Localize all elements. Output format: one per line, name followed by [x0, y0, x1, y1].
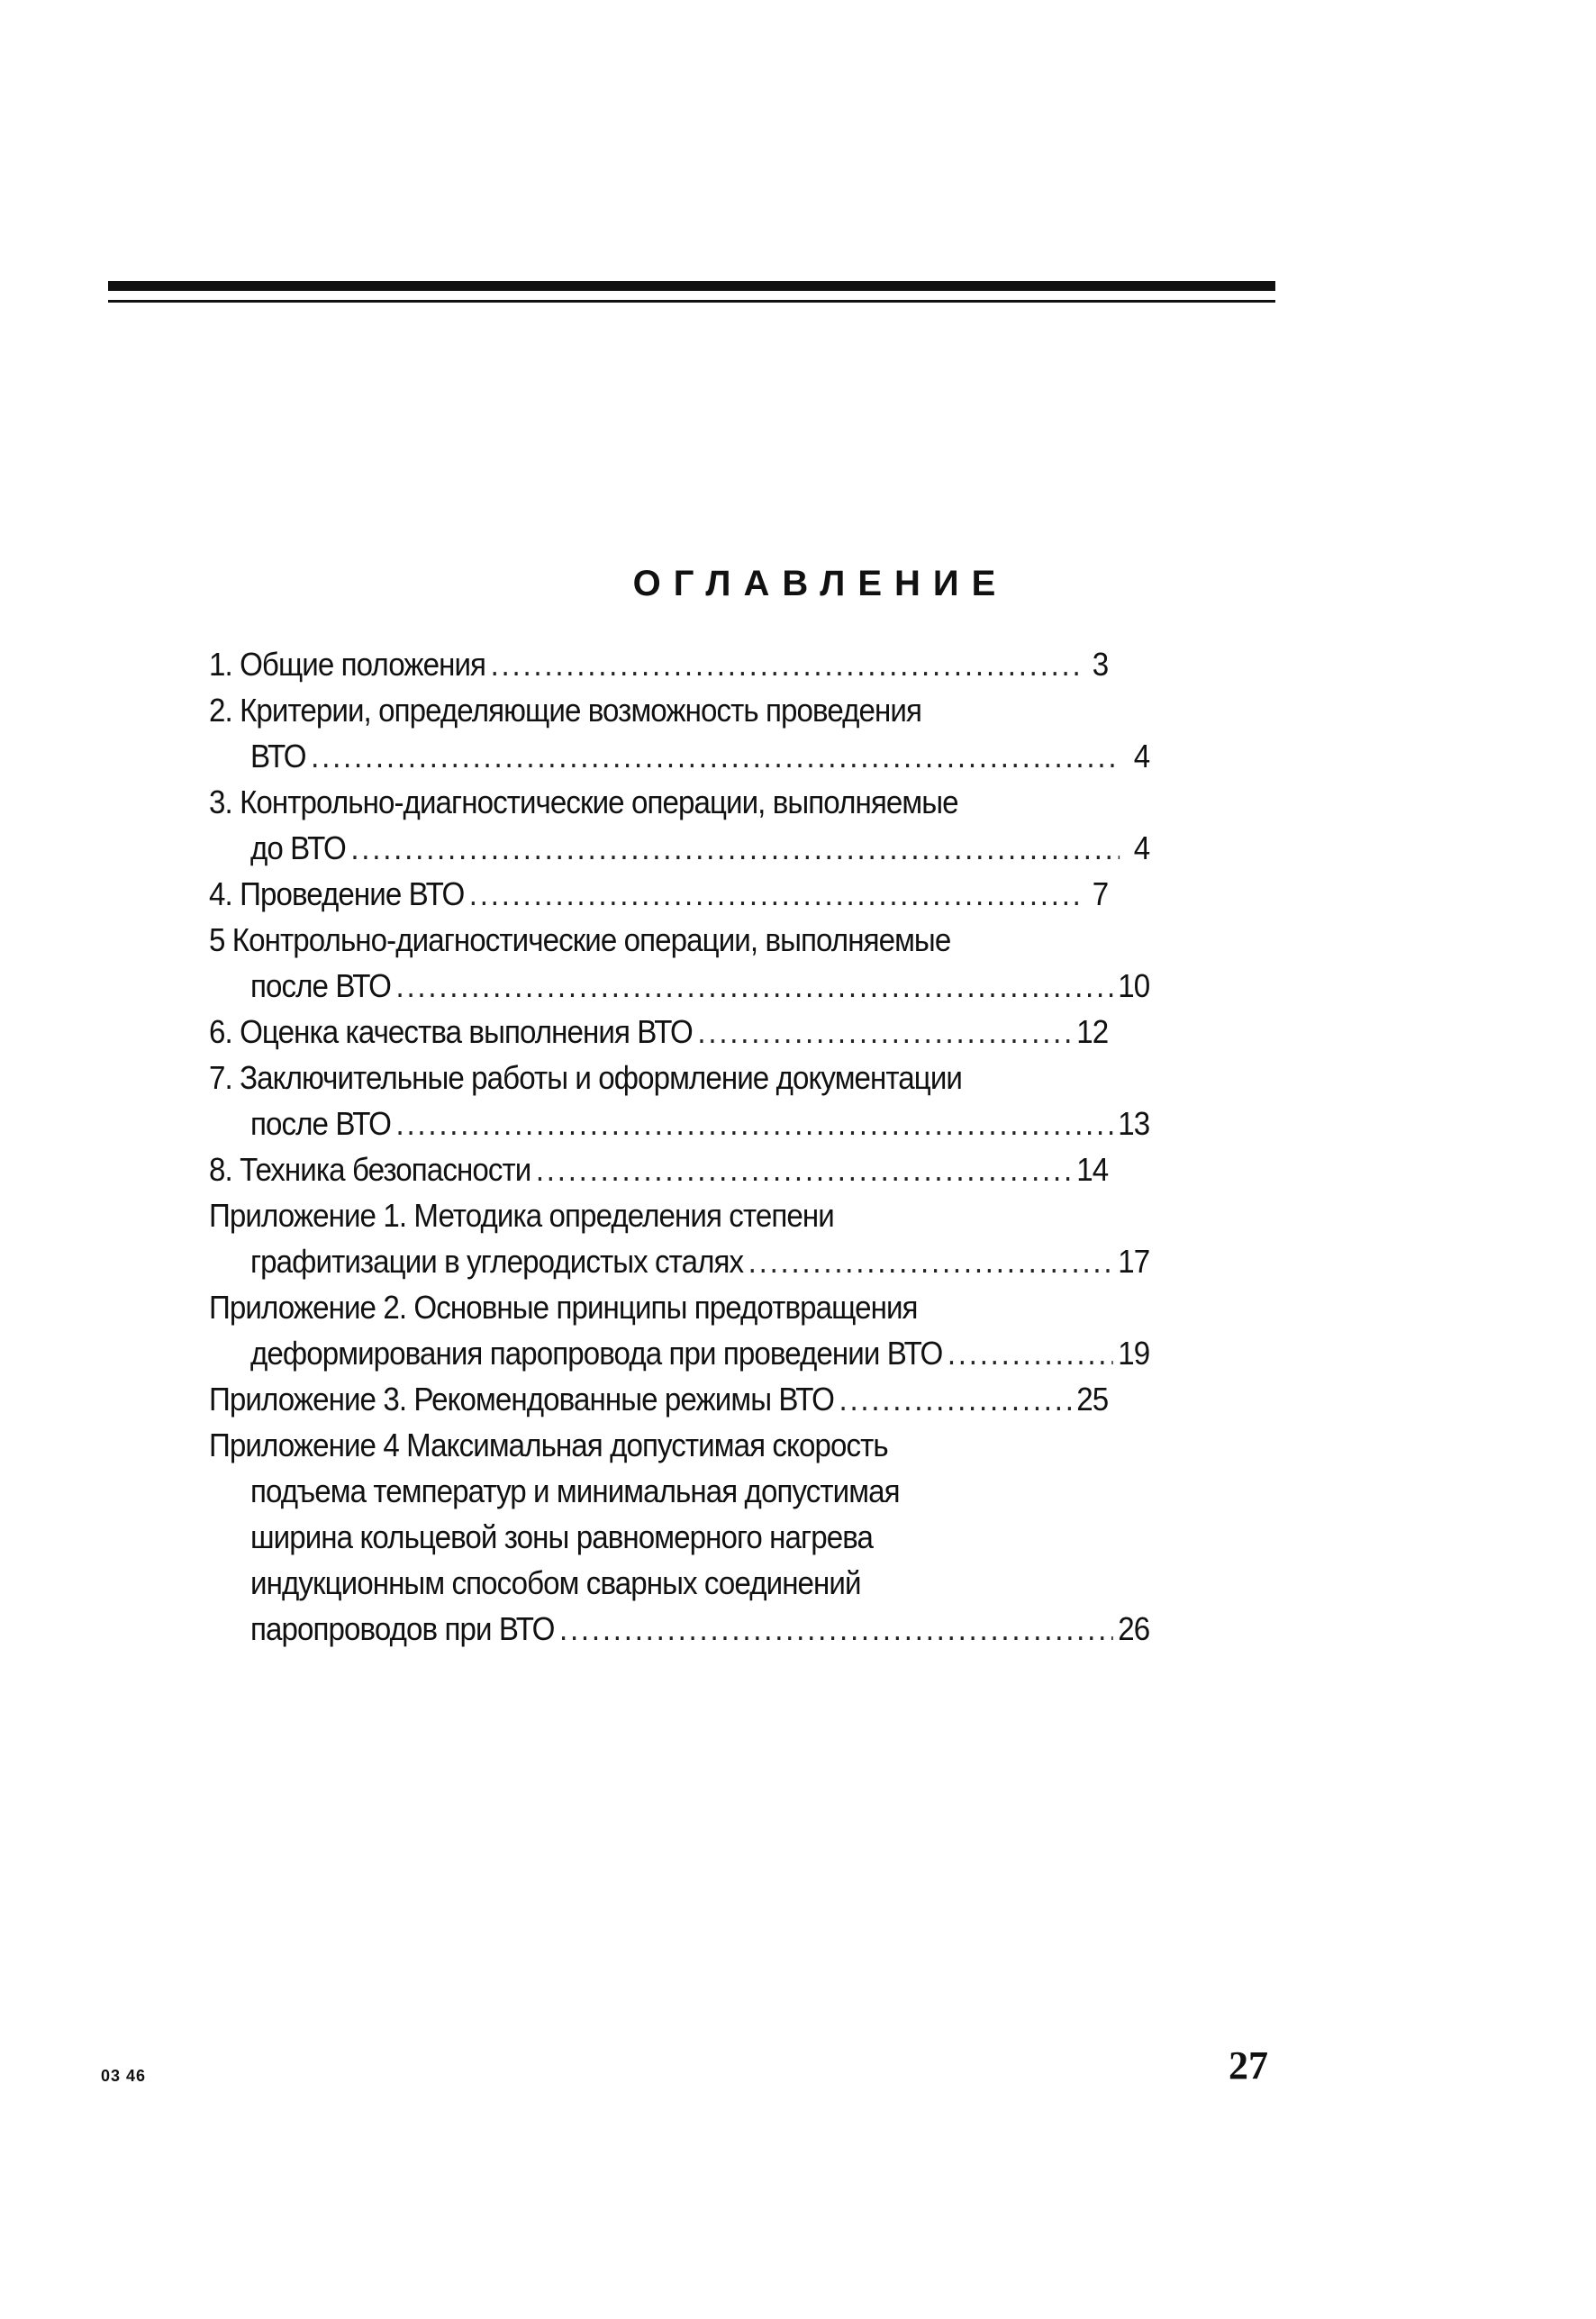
toc-entry-title: индукционным способом сварных соединений [250, 1564, 861, 1601]
header-rule-thin [108, 300, 1275, 303]
toc-entry-title: после ВТО [250, 1105, 391, 1142]
toc-entry-title: 4. Проведение ВТО [209, 875, 465, 912]
toc-entry-line [209, 1514, 1149, 1560]
toc-dot-leader [491, 641, 1079, 687]
toc-entry [209, 1192, 1150, 1284]
toc-entry-line [209, 1238, 1149, 1284]
toc-entry-page: 7 [1092, 875, 1109, 912]
toc-entry [209, 641, 1110, 687]
toc-entry-title: до ВТО [250, 829, 346, 866]
toc-entry-page: 17 [1118, 1243, 1150, 1280]
toc-entry-line [209, 871, 1108, 917]
toc-entry-line [209, 779, 1108, 825]
toc-entry-line [209, 1376, 1108, 1422]
toc-entry [209, 1422, 1150, 1652]
toc-entry-line [209, 1146, 1108, 1192]
toc-dot-leader [311, 733, 1120, 779]
toc-dot-leader [697, 1009, 1071, 1055]
toc-entry-page: 10 [1118, 967, 1150, 1004]
toc-entry-title: Приложение 2. Основные принципы предотвращения [209, 1289, 918, 1326]
toc-entry-title: Приложение 3. Рекомендованные режимы ВТО [209, 1381, 834, 1418]
toc-entry-title: 7. Заключительные работы и оформление документации [209, 1059, 963, 1096]
toc-entry-title: Приложение 1. Методика определения степени [209, 1197, 834, 1234]
toc-entry-title: ВТО [250, 738, 306, 775]
toc-entry-page: 3 [1092, 646, 1109, 683]
toc-entry [209, 1055, 1150, 1146]
toc-entry-title: 6. Оценка качества выполнения ВТО [209, 1013, 693, 1050]
toc-entry-title: паропроводов при ВТО [250, 1610, 555, 1647]
toc-entry [209, 917, 1150, 1009]
toc-entry-line [209, 1330, 1149, 1376]
toc-entry-page: 12 [1076, 1013, 1109, 1050]
toc-entry-line [209, 963, 1149, 1009]
toc-entry-title: после ВТО [250, 967, 391, 1004]
toc-entry-line [209, 1192, 1108, 1238]
toc-entry-line [209, 687, 1108, 733]
page-number: 27 [1229, 2043, 1268, 2088]
toc-entry-title: графитизации в углеродистых сталях [250, 1243, 744, 1280]
toc-dot-leader [748, 1238, 1113, 1284]
toc-entry-line [209, 1606, 1149, 1652]
toc-entry-page: 4 [1133, 738, 1150, 775]
toc-entry-line [209, 641, 1108, 687]
toc-entry-title: 3. Контрольно-диагностические операции, выполняемые [209, 784, 958, 820]
toc-dot-leader [536, 1146, 1072, 1192]
toc-entry-title: ширина кольцевой зоны равномерного нагрева [250, 1518, 874, 1555]
toc-entry-line [209, 1560, 1149, 1606]
toc-entry [209, 687, 1150, 779]
toc-entry [209, 1146, 1110, 1192]
toc-entry-page: 25 [1076, 1381, 1109, 1418]
toc-entry-title: Приложение 4 Максимальная допустимая скорость [209, 1427, 888, 1463]
toc-entry-line [209, 733, 1149, 779]
toc-entry-title: деформирования паропровода при проведении ВТО [250, 1335, 943, 1372]
toc-entry-title: подъема температур и минимальная допустимая [250, 1472, 900, 1509]
toc-entry-page: 13 [1118, 1105, 1150, 1142]
toc-entry [209, 1284, 1150, 1376]
toc-dot-leader [559, 1606, 1113, 1652]
toc-dot-leader [948, 1330, 1113, 1376]
toc-dot-leader [350, 825, 1120, 871]
toc-entry-line [209, 1055, 1108, 1101]
toc-dot-leader [395, 1101, 1112, 1146]
print-mark: 03 46 [101, 2067, 147, 2085]
toc-entry-page: 19 [1118, 1335, 1150, 1372]
toc-entry [209, 871, 1110, 917]
toc-entry [209, 779, 1150, 871]
toc-entry-line [209, 1009, 1108, 1055]
table-of-contents [209, 641, 1150, 1652]
toc-entry-line [209, 1284, 1108, 1330]
toc-entry-page: 14 [1076, 1151, 1109, 1188]
toc-entry-line [209, 917, 1108, 963]
toc-entry-line [209, 825, 1149, 871]
toc-entry [209, 1376, 1110, 1422]
toc-dot-leader [839, 1376, 1072, 1422]
toc-dot-leader [469, 871, 1078, 917]
toc-entry-line [209, 1468, 1149, 1514]
toc-entry-title: 5 Контрольно-диагностические операции, выполняемые [209, 921, 951, 958]
toc-entry-page: 26 [1118, 1610, 1150, 1647]
toc-entry [209, 1009, 1110, 1055]
toc-entry-page: 4 [1133, 829, 1150, 866]
toc-entry-title: 1. Общие положения [209, 646, 486, 683]
toc-dot-leader [395, 963, 1112, 1009]
header-rule-thick [108, 281, 1275, 291]
toc-entry-title: 8. Техника безопасности [209, 1151, 531, 1188]
toc-entry-title: 2. Критерии, определяющие возможность проведения [209, 692, 921, 729]
toc-entry-line [209, 1101, 1149, 1146]
toc-entry-line [209, 1422, 1108, 1468]
page-title: ОГЛАВЛЕНИЕ [632, 564, 1009, 603]
